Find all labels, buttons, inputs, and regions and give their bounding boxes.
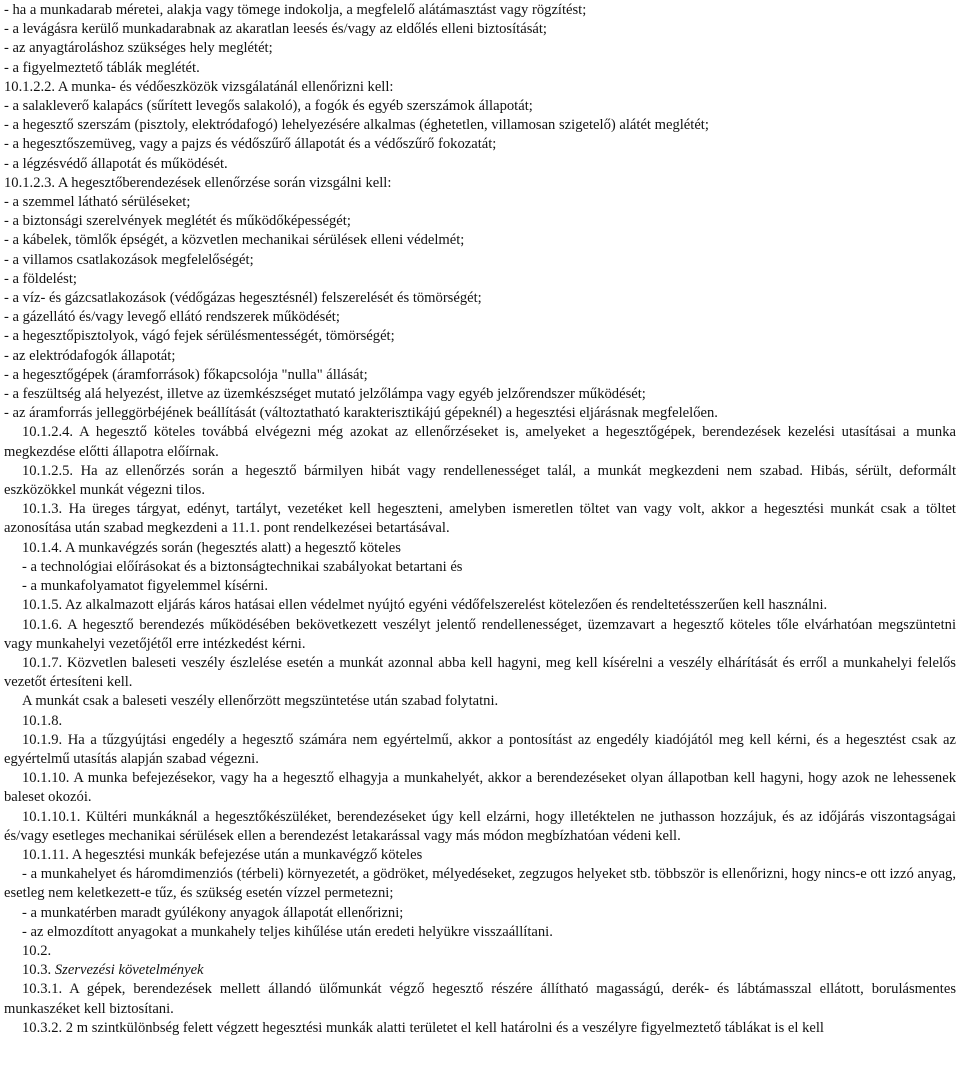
paragraph: - az elmozdított anyagokat a munkahely teljes kihűlése után eredeti helyükre visszaállítani. xyxy=(22,923,553,940)
paragraph: 10.2. xyxy=(22,942,52,959)
paragraph: - a salakleverő kalapács (sűrített levegős salakoló), a fogók és egyéb szerszámok állapotát; xyxy=(4,98,533,115)
section-number: 10.3. xyxy=(22,962,52,979)
section-heading xyxy=(4,961,956,980)
paragraph: - a levágásra kerülő munkadarabnak az akaratlan leesés és/vagy az eldőlés elleni biztosítását; xyxy=(4,21,547,38)
paragraph: 10.1.2.3. A hegesztőberendezések ellenőrzése során vizsgálni kell: xyxy=(4,174,392,191)
paragraph: 10.1.2.5. Ha az ellenőrzés során a hegesztő bármilyen hibát vagy rendellenességet talál, a munkát megkezdeni nem szabad. Hibás, sérült, deformált eszközökkel munkát végezni tilos. xyxy=(4,462,956,499)
paragraph: 10.1.2.4. A hegesztő köteles továbbá elvégezni még azokat az ellenőrzéseket is, amelyeket a hegesztőgépek, berendezések kezelési utasításai a munka megkezdése előtti állapotra előírnak. xyxy=(4,424,956,460)
paragraph: - az anyagtároláshoz szükséges hely meglétét; xyxy=(4,40,273,57)
paragraph: - a hegesztőszemüveg, vagy a pajzs és védőszűrő állapotát és a védőszűrő fokozatát; xyxy=(4,136,497,153)
paragraph: - a figyelmeztető táblák meglétét. xyxy=(4,59,200,76)
paragraph: - a hegesztőgépek (áramforrások) főkapcsolója "nulla" állását; xyxy=(4,366,368,383)
paragraph: - a munkatérben maradt gyúlékony anyagok állapotát ellenőrizni; xyxy=(22,904,404,921)
paragraph: 10.3.1. A gépek, berendezések mellett állandó ülőmunkát végző hegesztő részére állítható magasságú, derék- és lábtámasszal ellátott, borulásmentes munkaszéket kell biztosítani. xyxy=(4,981,956,1017)
paragraph: 10.1.10.1. Kültéri munkáknál a hegesztőkészüléket, berendezéseket úgy kell elzárni, hogy illetéktelen ne juthasson hozzájuk, és az időjárás viszontagságai és/vagy esetleges mechanikai sérülések ellen a berendezést letakarással vagy más módon megbízhatóan védeni kell. xyxy=(4,808,956,844)
paragraph: - a földelést; xyxy=(4,270,77,287)
paragraph: 10.1.3. Ha üreges tárgyat, edényt, tartályt, vezetéket kell hegeszteni, amelyben ismeretlen töltet van vagy volt, akkor a hegesztési munkát csak a töltet azonosítása után szabad megkezdeni a 11.1. pont rendelkezései betartásával. xyxy=(4,501,956,537)
paragraph: 10.1.5. Az alkalmazott eljárás káros hatásai ellen védelmet nyújtó egyéni védőfelszerelést kötelezően és rendeltetésszerűen kell használni. xyxy=(22,597,828,614)
paragraph: 10.1.8. xyxy=(22,712,63,729)
paragraph: - a villamos csatlakozások megfelelőségét; xyxy=(4,251,254,268)
paragraph: 10.1.7. Közvetlen baleseti veszély észlelése esetén a munkát azonnal abba kell hagyni, meg kell kísérelni a veszély elhárítását és erről a munkahelyi felelős vezetőt értesíteni kell. xyxy=(4,654,956,691)
paragraph-list xyxy=(4,1,956,961)
paragraph: 10.1.4. A munkavégzés során (hegesztés alatt) a hegesztő köteles xyxy=(22,539,401,556)
paragraph: - a feszültség alá helyezést, illetve az üzemkészséget mutató jelzőlámpa vagy egyéb jelzőrendszer működését; xyxy=(4,386,646,403)
paragraph: 10.1.9. Ha a tűzgyújtási engedély a hegesztő számára nem egyértelmű, akkor a pontosítást az engedély kiadójától meg kell kérni, és a hegesztést csak az egyértelmű utasítás alapján szabad végezni. xyxy=(4,731,956,767)
paragraph: 10.3.2. 2 m szintkülönbség felett végzett hegesztési munkák alatti területet el kell határolni és a veszélyre figyelmeztető táblákat is el kell xyxy=(22,1019,824,1036)
paragraph: 10.1.10. A munka befejezésekor, vagy ha a hegesztő elhagyja a munkahelyét, akkor a berendezéseket olyan állapotban kell hagyni, hogy azok ne lehessenek baleset okozói. xyxy=(4,770,956,806)
paragraph: - a munkafolyamatot figyelemmel kísérni. xyxy=(22,578,268,595)
paragraph: - az elektródafogók állapotát; xyxy=(4,347,176,364)
paragraph-list-after xyxy=(4,980,956,1038)
section-title: Szervezési követelmények xyxy=(54,962,204,979)
paragraph: - ha a munkadarab méretei, alakja vagy tömege indokolja, a megfelelő alátámasztást vagy rögzítést; xyxy=(4,2,587,18)
paragraph: - a munkahelyet és háromdimenziós (térbeli) környezetét, a gödröket, mélyedéseket, zegzugos helyeket stb. többször is ellenőrizni, hogy nincs-e ott izzó anyag, esetleg nem keletkezett-e tűz, és szükség esetén vízzel permetezni; xyxy=(4,866,956,902)
paragraph: - az áramforrás jelleggörbéjének beállítását (változtatható karakterisztikájú gépeknél) a hegesztési eljárásnak megfelelően. xyxy=(4,405,718,422)
paragraph: - a biztonsági szerelvények meglétét és működőképességét; xyxy=(4,213,351,230)
paragraph: - a kábelek, tömlők épségét, a közvetlen mechanikai sérülések elleni védelmét; xyxy=(4,232,465,249)
paragraph: - a gázellátó és/vagy levegő ellátó rendszerek működését; xyxy=(4,309,340,326)
paragraph: 10.1.11. A hegesztési munkák befejezése után a munkavégző köteles xyxy=(22,846,423,863)
paragraph: - a szemmel látható sérüléseket; xyxy=(4,194,191,211)
paragraph: - a technológiai előírásokat és a biztonságtechnikai szabályokat betartani és xyxy=(22,558,463,575)
paragraph: - a hegesztőpisztolyok, vágó fejek sérülésmentességét, tömörségét; xyxy=(4,328,395,345)
paragraph: A munkát csak a baleseti veszély ellenőrzött megszüntetése után szabad folytatni. xyxy=(22,693,499,710)
paragraph: 10.1.2.2. A munka- és védőeszközök vizsgálatánál ellenőrizni kell: xyxy=(4,78,394,95)
paragraph: - a légzésvédő állapotát és működését. xyxy=(4,155,228,172)
paragraph: - a hegesztő szerszám (pisztoly, elektródafogó) lehelyezésére alkalmas (éghetetlen, villamosan szigetelő) alátét meglétét; xyxy=(4,117,709,134)
paragraph: 10.1.6. A hegesztő berendezés működésében bekövetkezett veszélyt jelentő rendellenességet, üzemzavart a hegesztő köteles tőle elvárhatóan megszüntetni vagy munkahelyi vezetőjétől erre intézkedést kérni. xyxy=(4,616,956,652)
paragraph: - a víz- és gázcsatlakozások (védőgázas hegesztésnél) felszerelését és tömörségét; xyxy=(4,290,482,307)
